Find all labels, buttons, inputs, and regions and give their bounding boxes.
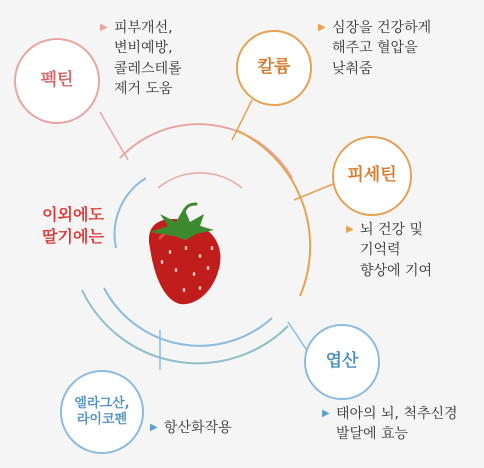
desc-folate-line: 태아의 뇌, 척추신경 [336, 406, 458, 422]
orange-arc [236, 130, 310, 296]
bullet-triangle-icon: ▶ [318, 22, 326, 33]
connector-pectin [100, 112, 128, 160]
desc-pectin-line: 제거 도움 [114, 80, 173, 97]
node-fisetin-label: 피세틴 [347, 165, 397, 186]
desc-ellagic [150, 418, 232, 438]
node-folate-label: 엽산 [325, 351, 359, 372]
desc-pectin-line: 콜레스테롤 [114, 60, 182, 77]
bullet-triangle-icon: ▶ [150, 422, 158, 433]
node-ellagic-label-line2: 라이코펜 [76, 412, 128, 427]
node-ellagic-label-line1: 엘라그산, [74, 395, 130, 411]
desc-ellagic-line: 항산화작용 [164, 420, 232, 436]
node-pectin-label: 펙틴 [40, 70, 74, 91]
blue-arc-inner [115, 178, 146, 248]
center-title-line2: 딸기에는 [42, 226, 104, 246]
desc-calcium-line: 심장을 건강하게 [332, 20, 432, 36]
node-pectin [14, 38, 100, 124]
desc-calcium-line: 해주고 혈압을 [332, 40, 418, 57]
desc-pectin-line: 변비예방, [114, 40, 173, 57]
bullet-triangle-icon: ▶ [322, 408, 330, 419]
desc-pectin-line: 피부개선, [114, 20, 173, 36]
node-folate [304, 324, 380, 400]
desc-pectin [100, 18, 182, 99]
desc-folate-line: 발달에 효능 [336, 426, 409, 443]
center-title [28, 204, 118, 247]
desc-fisetin-line: 기억력 [360, 242, 401, 259]
node-ellagic [60, 370, 144, 454]
desc-fisetin [346, 220, 432, 281]
connector-fisetin [294, 182, 338, 200]
desc-folate [322, 404, 458, 445]
bullet-triangle-icon: ▶ [100, 22, 108, 33]
node-fisetin [332, 136, 412, 216]
center-title-line1: 이외에도 [42, 205, 104, 224]
desc-fisetin-line: 뇌 건강 및 [360, 222, 423, 238]
pink-arc-inner [158, 173, 242, 188]
desc-fisetin-line: 향상에 기여 [360, 262, 433, 279]
strawberry-stem [184, 204, 196, 212]
desc-calcium [318, 18, 431, 79]
strawberry-image [149, 204, 221, 304]
pink-arc [120, 124, 292, 178]
bullet-triangle-icon: ▶ [346, 224, 354, 235]
node-calcium [236, 30, 312, 106]
node-calcium-label: 칼륨 [257, 57, 291, 78]
desc-calcium-line: 낮춰줌 [332, 60, 373, 77]
